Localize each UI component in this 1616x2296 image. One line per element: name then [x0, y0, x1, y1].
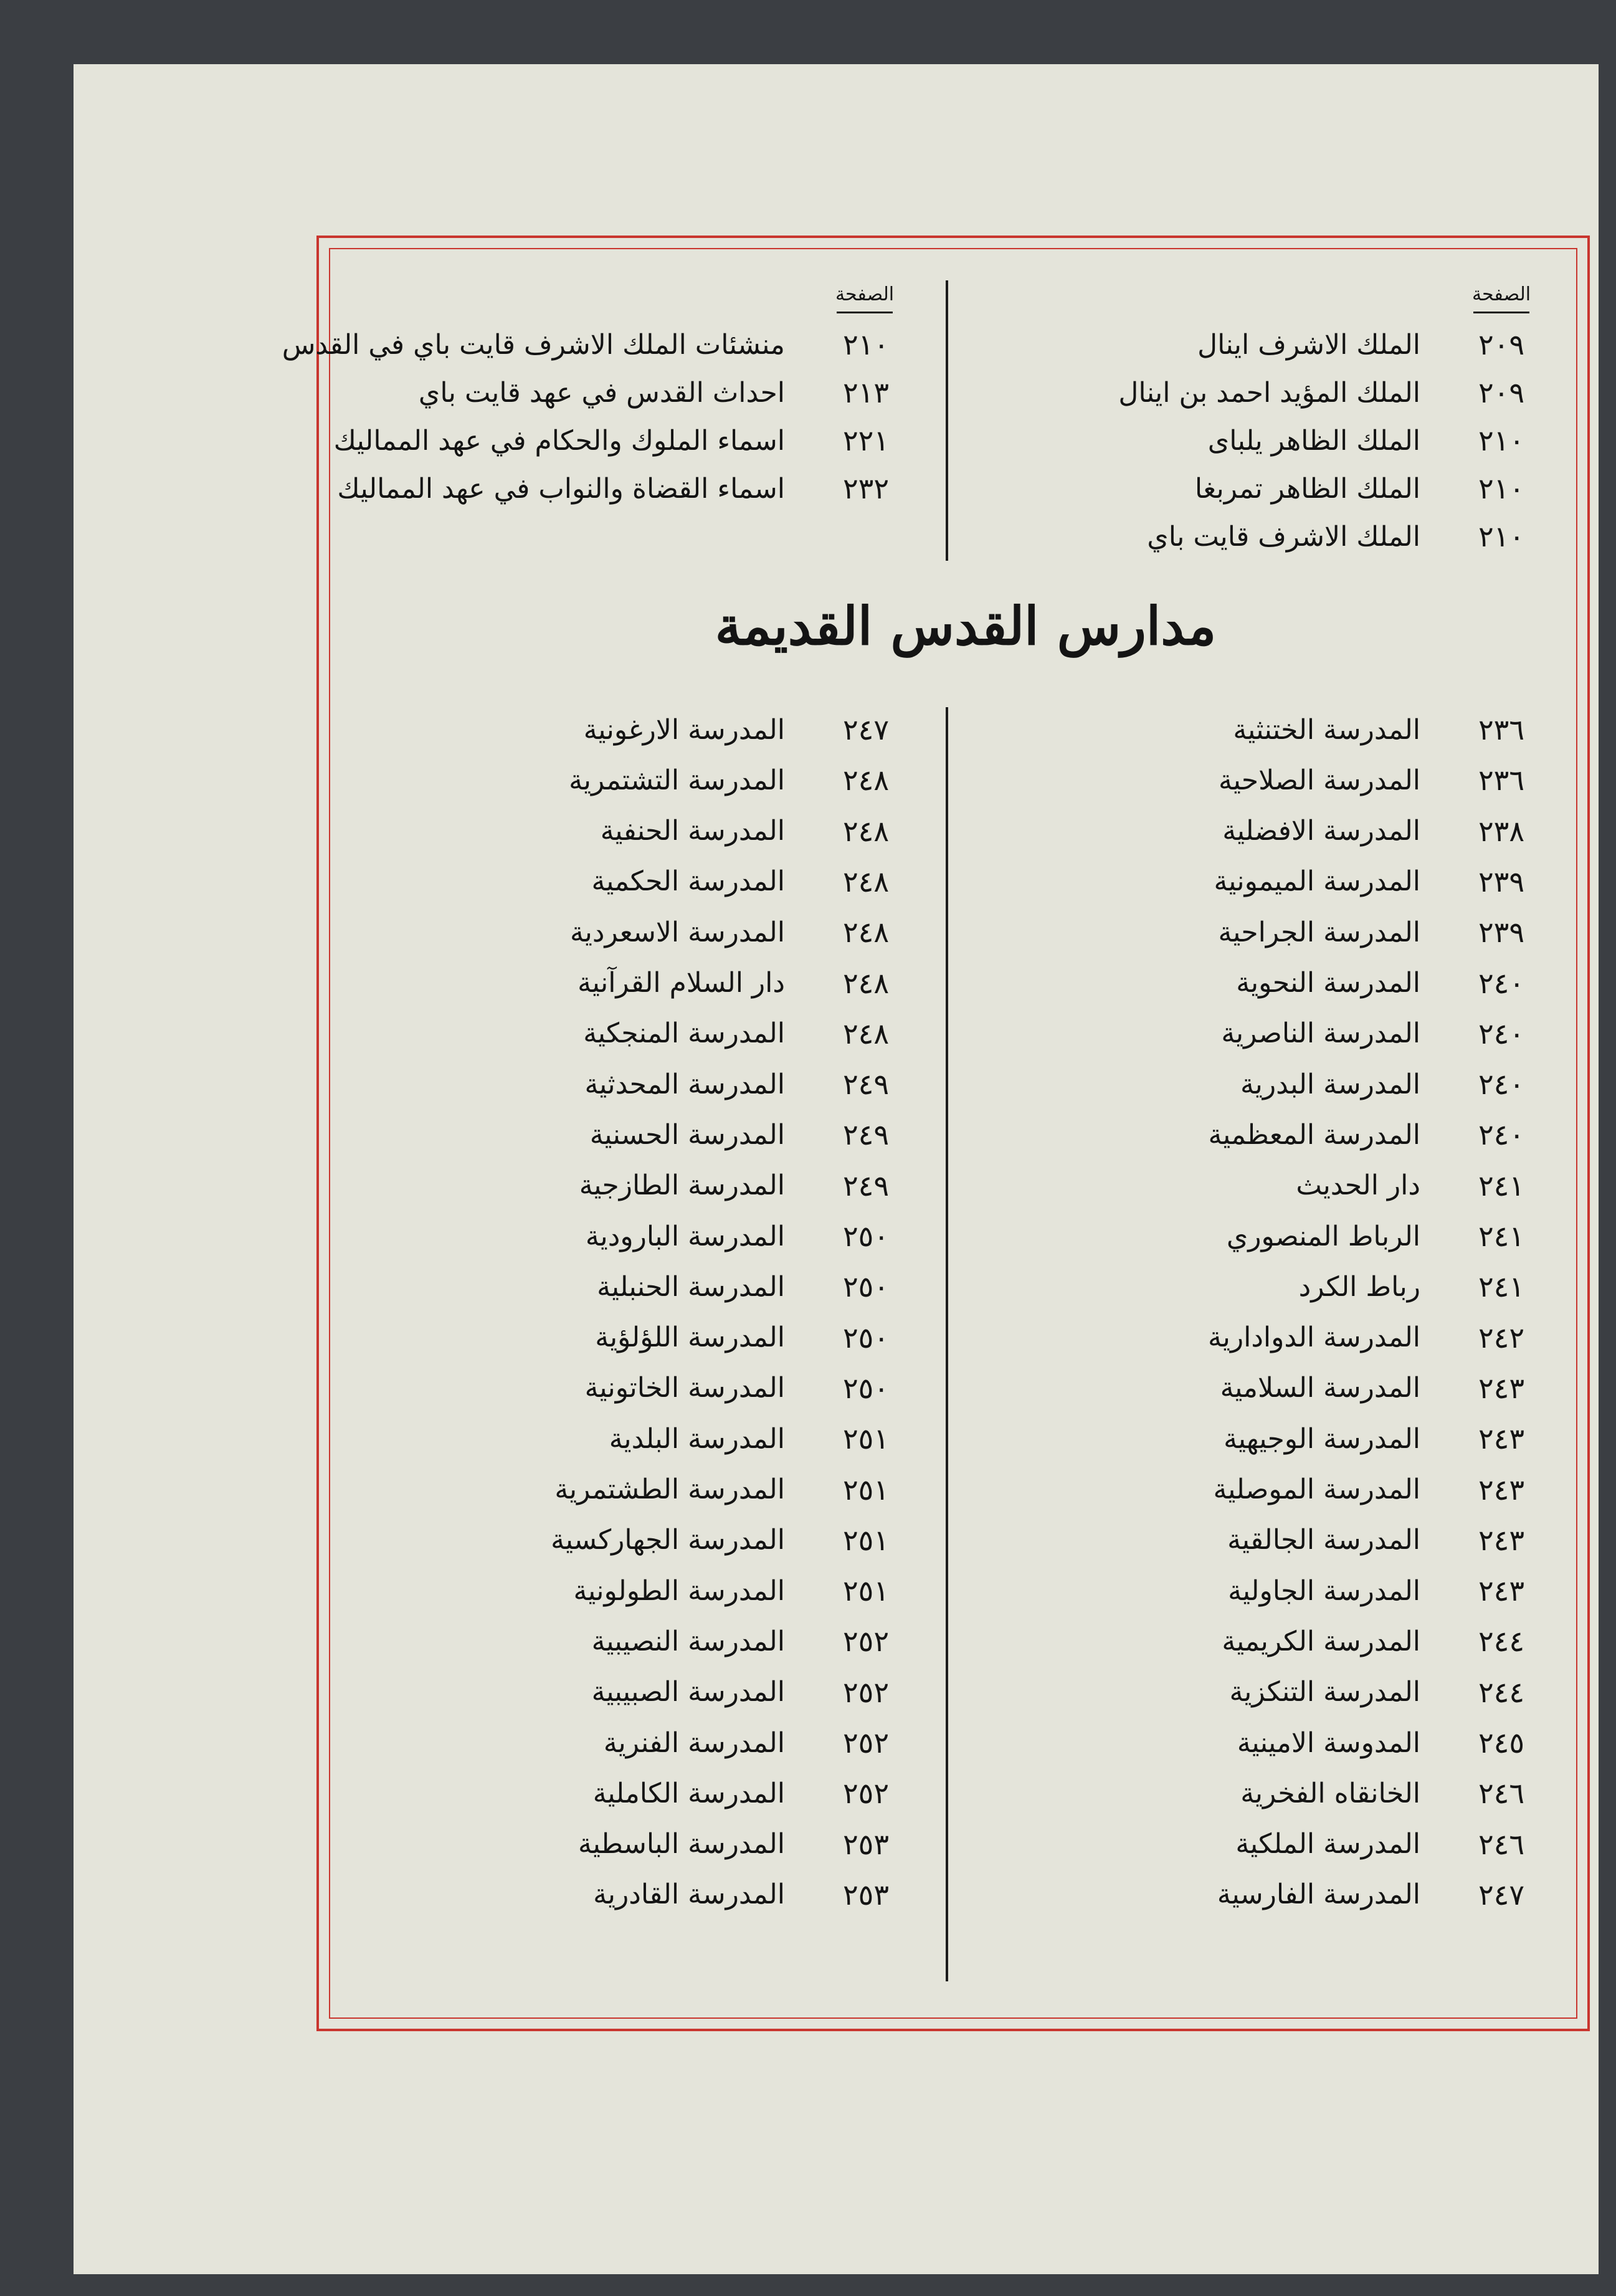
- header-underline-left: [837, 312, 893, 313]
- page-number: ٢٣٦: [1478, 763, 1525, 798]
- page-number: ٢٤٩: [842, 1168, 890, 1203]
- schools-column-divider: [946, 707, 948, 1981]
- entry-title: المدرسة الباسطية: [578, 1828, 785, 1860]
- toc-entry: [1228, 1567, 1551, 1614]
- entry-title: المدرسة الصبيبية: [591, 1676, 785, 1708]
- page-number: ٢٥٠: [842, 1270, 890, 1304]
- entry-title: المدرسة الجهاركسية: [551, 1524, 785, 1556]
- page-number: ٢٤٦: [1478, 1827, 1525, 1861]
- entry-title: المدرسة الجراحية: [1218, 916, 1420, 948]
- entry-title: اسماء الملوك والحكام في عهد المماليك: [333, 424, 785, 457]
- toc-entry: [597, 1263, 916, 1310]
- page-number: ٢٣٩: [1478, 864, 1525, 898]
- page-number: ٢٥١: [842, 1574, 890, 1608]
- toc-entry: [590, 1111, 916, 1158]
- entry-title: المدرسة الكاملية: [592, 1777, 785, 1809]
- entry-title: المدرسة الحكمية: [591, 865, 785, 898]
- page-number: ٢٥٢: [842, 1726, 890, 1760]
- entry-title: المدرسة الموصلية: [1213, 1474, 1420, 1505]
- page-number: ٢٥١: [842, 1523, 890, 1557]
- toc-entry: [554, 1466, 916, 1513]
- toc-entry: [593, 1770, 916, 1817]
- entry-title: المدرسة الميمونية: [1214, 865, 1420, 898]
- entry-title: الملك الظاهر تمربغا: [1194, 472, 1420, 505]
- page-number: ٢٤٤: [1478, 1624, 1525, 1659]
- entry-title: احداث القدس في عهد قايت باي: [418, 376, 785, 409]
- entry-title: دار الحديث: [1296, 1169, 1420, 1202]
- toc-entry: [1219, 908, 1551, 956]
- toc-entry: [1221, 1010, 1551, 1057]
- toc-entry: [1222, 807, 1551, 855]
- entry-title: المدرسة الطولونية: [573, 1574, 785, 1607]
- toc-entry: [577, 960, 916, 1007]
- entry-title: المدرسة البلدية: [609, 1422, 785, 1455]
- entry-title: المدرسة الافضلية: [1222, 815, 1420, 847]
- page-number: ٢٤٣: [1478, 1574, 1525, 1608]
- toc-entry: [1219, 756, 1551, 804]
- toc-entry: [1235, 1821, 1551, 1868]
- toc-entry: [1236, 960, 1551, 1007]
- toc-entry: [1237, 1719, 1551, 1766]
- toc-entry: [585, 1365, 916, 1412]
- toc-entry: [1240, 1770, 1551, 1817]
- toc-entry: [1296, 1162, 1551, 1209]
- page-number: ٢٤٠: [1478, 966, 1525, 1000]
- entry-title: المدرسة الخاتونية: [584, 1372, 785, 1404]
- page-number: ٢٥١: [842, 1472, 890, 1507]
- entry-title: المدرسة الكريمية: [1222, 1625, 1420, 1657]
- entry-title: المدرسة الختنثية: [1233, 713, 1420, 746]
- page-number: ٢٤٠: [1478, 1016, 1525, 1050]
- toc-entry: [609, 1415, 916, 1462]
- toc-entry: [595, 1314, 916, 1361]
- page-number: ٢٣٦: [1478, 713, 1525, 746]
- page-number: ٢٣٨: [1478, 814, 1525, 848]
- page-number: ٢٥٠: [842, 1219, 890, 1253]
- page-number: ٢٥١: [842, 1422, 890, 1456]
- toc-entry: [592, 1669, 916, 1716]
- page-number: ٢٤٣: [1478, 1472, 1525, 1507]
- page-number: ٢١٠: [1478, 520, 1525, 553]
- entry-title: المدرسة الجالقية: [1227, 1524, 1420, 1556]
- section-title: مدارس القدس القديمة: [715, 595, 1217, 657]
- page-number: ٢١٠: [1478, 424, 1525, 457]
- entry-title: الرباط المنصوري: [1226, 1220, 1420, 1252]
- entry-title: المدرسة التنكزية: [1229, 1676, 1420, 1708]
- toc-entry: [337, 465, 916, 512]
- page-column-header-left: الصفحة: [835, 283, 895, 305]
- entry-title: المدوسة الامينية: [1237, 1727, 1420, 1759]
- entry-title: الملك الاشرف اينال: [1197, 328, 1420, 361]
- page-number: ٢٠٩: [1478, 376, 1525, 409]
- page-number: ٢٤٣: [1478, 1422, 1525, 1456]
- toc-entry: [570, 908, 916, 956]
- page-number: ٢٣٩: [1478, 915, 1525, 950]
- entry-title: المدرسة البدرية: [1240, 1068, 1420, 1100]
- entry-title: المدرسة الطشتمرية: [554, 1474, 785, 1505]
- entry-title: المدرسة الحنفية: [600, 815, 785, 847]
- entry-title: المدرسة اللؤلؤية: [595, 1322, 785, 1354]
- entry-title: اسماء القضاة والنواب في عهد المماليك: [337, 472, 785, 505]
- entry-title: الملك الاشرف قايت باي: [1147, 520, 1420, 553]
- toc-entry: [1118, 369, 1551, 416]
- page-number: ٢٥٣: [842, 1827, 890, 1861]
- page-number: ٢٥٠: [842, 1371, 890, 1405]
- toc-entry: [601, 807, 916, 855]
- entry-title: رباط الكرد: [1298, 1270, 1420, 1303]
- entry-title: المدرسة الفارسية: [1217, 1879, 1420, 1911]
- toc-entry: [1224, 1415, 1551, 1462]
- page-number: ٢١٣: [842, 376, 890, 409]
- toc-entry: [584, 1060, 916, 1108]
- entry-title: المدرسة الفنرية: [603, 1727, 785, 1759]
- page-number: ٢٤٩: [842, 1118, 890, 1152]
- entry-title: المدرسة الصلاحية: [1219, 764, 1420, 796]
- toc-entry: [1208, 417, 1551, 464]
- page-number: ٢٤٨: [842, 864, 890, 898]
- entry-title: المدرسة النصيبية: [591, 1625, 785, 1657]
- page-number: ٢٤٩: [842, 1067, 890, 1102]
- toc-entry: [1208, 1111, 1551, 1158]
- toc-entry: [604, 1719, 916, 1766]
- entry-title: المدرسة الجاولية: [1228, 1574, 1420, 1607]
- page-number: ٢٤١: [1478, 1168, 1525, 1203]
- entry-title: المدرسة التشتمرية: [569, 764, 785, 796]
- page-number: ٢٤٠: [1478, 1067, 1525, 1102]
- page-number: ٢٤٢: [1478, 1320, 1525, 1355]
- entry-title: المدرسة الناصرية: [1221, 1017, 1420, 1050]
- entry-title: المدرسة البارودية: [585, 1220, 785, 1252]
- page-number: ٢٢١: [842, 424, 890, 457]
- toc-entry: [334, 417, 916, 464]
- toc-entry: [592, 1617, 916, 1665]
- entry-title: المدرسة المنجكية: [583, 1017, 785, 1050]
- page-number: ٢٥٢: [842, 1776, 890, 1811]
- entry-title: المدرسة القادرية: [593, 1879, 785, 1911]
- toc-entry: [1217, 1871, 1551, 1918]
- toc-entry: [569, 756, 916, 804]
- page-number: ٢٤١: [1478, 1219, 1525, 1253]
- toc-entry: [1233, 706, 1551, 753]
- page-number: ٢٤٤: [1478, 1675, 1525, 1709]
- entry-title: المدرسة الحسنية: [589, 1118, 785, 1151]
- page-number: ٢٤٠: [1478, 1118, 1525, 1152]
- page-number: ٢٤٦: [1478, 1776, 1525, 1811]
- toc-entry: [593, 1871, 916, 1918]
- toc-entry: [551, 1517, 916, 1564]
- entry-title: المدرسة النحوية: [1236, 967, 1420, 999]
- page-number: ٢٤٨: [842, 966, 890, 1000]
- toc-entry: [282, 321, 916, 368]
- toc-entry: [592, 858, 916, 905]
- toc-entry: [1299, 1263, 1551, 1310]
- page-number: ٢٤٧: [842, 713, 890, 746]
- toc-entry: [419, 369, 916, 416]
- page-number: ٢٤٣: [1478, 1523, 1525, 1557]
- toc-entry: [1195, 465, 1551, 512]
- entry-title: المدرسة الدوادارية: [1208, 1322, 1420, 1354]
- page-number: ٢٤٨: [842, 763, 890, 798]
- entry-title: المدرسة السلامية: [1220, 1372, 1420, 1404]
- entry-title: المدرسة الارغونية: [583, 713, 785, 746]
- toc-entry: [1147, 513, 1551, 560]
- page-number: ٢٥٣: [842, 1877, 890, 1912]
- page-column-header-right: الصفحة: [1471, 283, 1531, 305]
- toc-entry: [1240, 1060, 1551, 1108]
- entry-title: المدرسة المحدثية: [584, 1068, 785, 1100]
- page-number: ٢٥٢: [842, 1624, 890, 1659]
- toc-entry: [578, 1821, 916, 1868]
- toc-entry: [579, 1162, 916, 1209]
- toc-entry: [1197, 321, 1551, 368]
- page-number: ٢٠٩: [1478, 328, 1525, 361]
- toc-entry: [1227, 1212, 1551, 1260]
- page-number: ٢٣٢: [842, 472, 890, 505]
- header-underline-right: [1473, 312, 1529, 313]
- page-number: ٢٤٣: [1478, 1371, 1525, 1405]
- page-number: ٢٥٠: [842, 1320, 890, 1355]
- page-number: ٢٤٧: [1478, 1877, 1525, 1912]
- page-number: ٢١٠: [842, 328, 890, 361]
- toc-entry: [586, 1212, 916, 1260]
- toc-entry: [1214, 858, 1551, 905]
- entry-title: المدرسة الوجيهية: [1224, 1422, 1420, 1455]
- page-number: ٢٤٨: [842, 1016, 890, 1050]
- page-number: ٢٤١: [1478, 1270, 1525, 1304]
- entry-title: منشئات الملك الاشرف قايت باي في القدس: [282, 328, 785, 361]
- toc-entry: [1208, 1314, 1551, 1361]
- entry-title: الخانقاه الفخرية: [1240, 1777, 1420, 1809]
- toc-entry: [1220, 1365, 1551, 1412]
- entry-title: المدرسة الطازجية: [579, 1169, 785, 1202]
- toc-entry: [1222, 1617, 1551, 1665]
- page-number: ٢٤٨: [842, 814, 890, 848]
- entry-title: دار السلام القرآنية: [577, 967, 785, 999]
- toc-entry: [1230, 1669, 1551, 1716]
- entry-title: المدرسة الحنبلية: [597, 1270, 785, 1303]
- entry-title: المدرسة الملكية: [1235, 1828, 1420, 1860]
- entry-title: المدرسة المعظمية: [1208, 1118, 1420, 1151]
- page-number: ٢٤٥: [1478, 1726, 1525, 1760]
- toc-entry: [583, 1010, 916, 1057]
- toc-entry: [1227, 1517, 1551, 1564]
- entry-title: المدرسة الاسعردية: [570, 916, 785, 948]
- toc-entry: [1214, 1466, 1551, 1513]
- entry-title: الملك المؤيد احمد بن اينال: [1118, 376, 1420, 409]
- toc-entry: [584, 706, 916, 753]
- toc-entry: [573, 1567, 916, 1614]
- top-column-divider: [946, 280, 948, 561]
- page-number: ٢٤٨: [842, 915, 890, 950]
- entry-title: الملك الظاهر يلباى: [1207, 424, 1420, 457]
- page-number: ٢٥٢: [842, 1675, 890, 1709]
- page-number: ٢١٠: [1478, 472, 1525, 505]
